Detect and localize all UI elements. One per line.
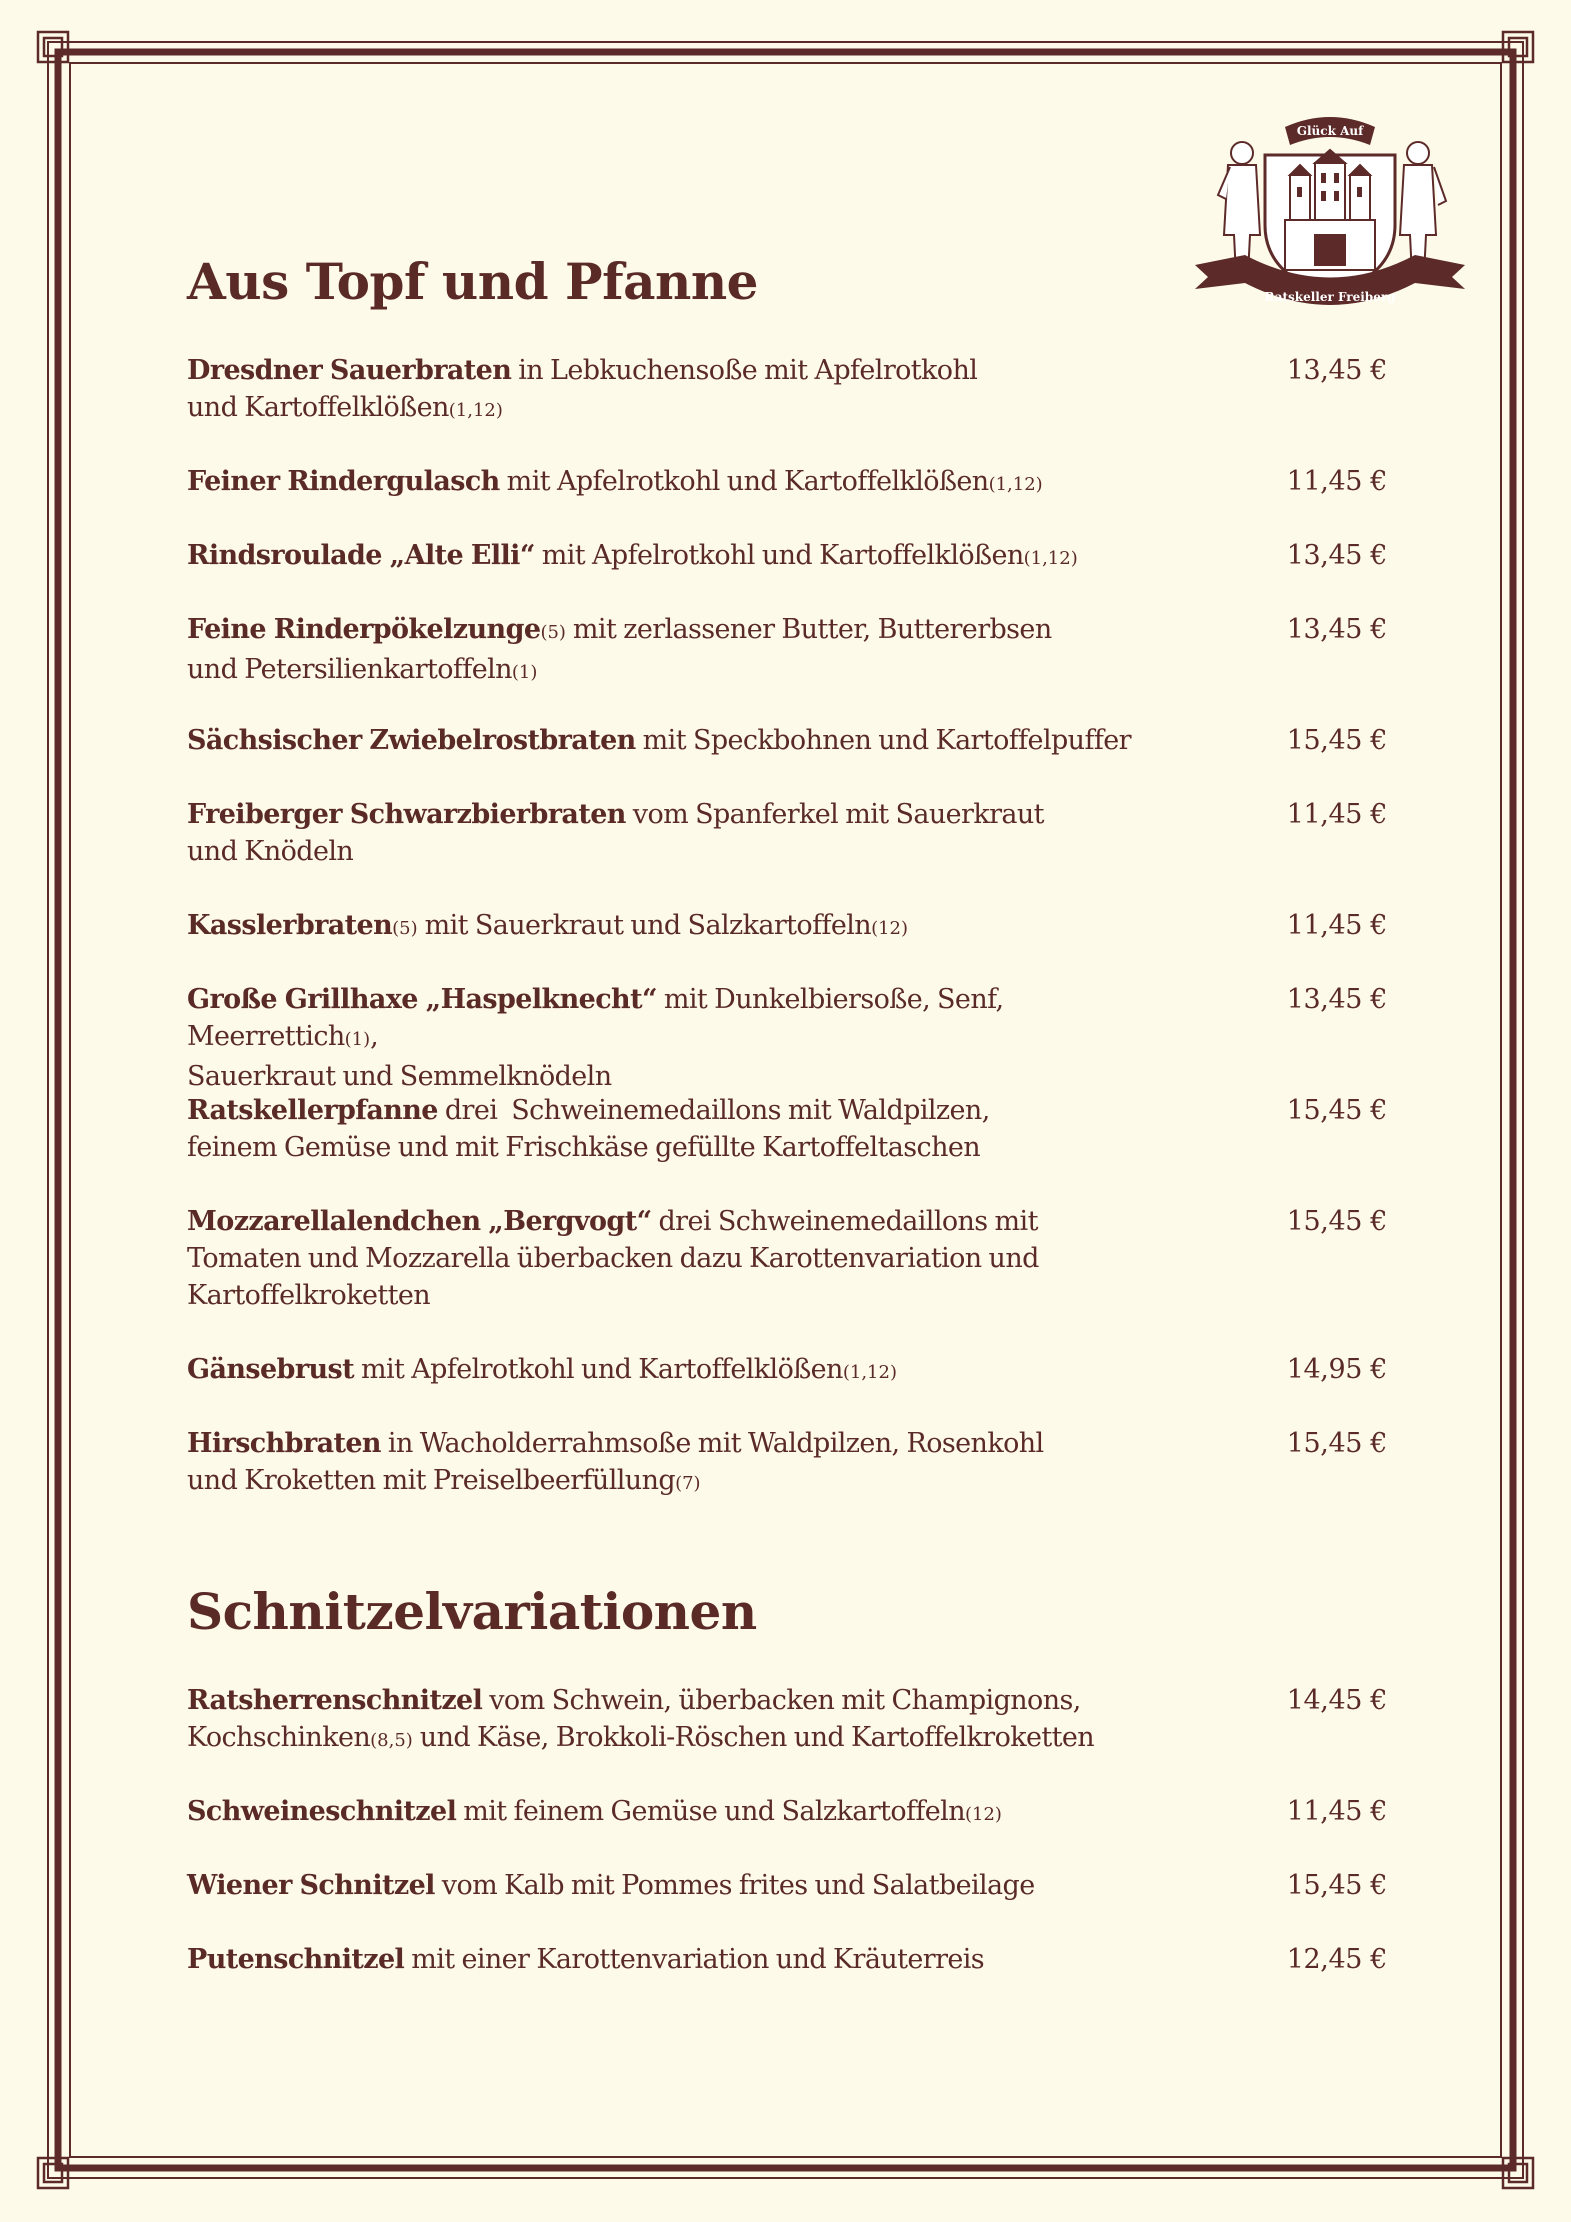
item-desc: mit Dunkelbiersoße, Senf, Meerrettich [187, 984, 1004, 1052]
logo-top-text: Glück Auf [1296, 124, 1364, 138]
item-desc-tail: , [370, 1021, 379, 1052]
item-desc: vom Schwein, überbacken mit Champignons, [482, 1685, 1081, 1716]
item-desc: mit zerlassener Butter, Buttererbsen [565, 614, 1052, 645]
item-price: 11,45 € [1286, 1796, 1387, 1827]
ratskeller-crest-logo [1190, 105, 1470, 330]
item-desc-line3: Kartoffelkroketten [187, 1280, 431, 1311]
item-price: 12,45 € [1286, 1944, 1387, 1975]
item-name: Ratskellerpfanne [187, 1095, 438, 1126]
item-description [187, 796, 1187, 870]
item-description [187, 722, 1187, 759]
allergen-note: (1,12) [1023, 548, 1078, 569]
menu-item-ratskellerpfanne [187, 1092, 1387, 1166]
menu-item-zwiebelrostbraten [187, 722, 1387, 759]
menu-item-grillhaxe [187, 981, 1387, 1095]
item-description [187, 1867, 1187, 1904]
item-name: Große Grillhaxe „Haspelknecht“ [187, 984, 657, 1015]
item-desc: mit einer Karottenvariation und Kräuterreis [404, 1944, 985, 1975]
menu-item-feiner-rindergulasch [187, 463, 1387, 503]
item-desc: vom Kalb mit Pommes frites und Salatbeilage [434, 1870, 1035, 1901]
item-description [187, 352, 1187, 429]
item-name: Wiener Schnitzel [187, 1870, 435, 1901]
logo-bottom-text: Ratskeller Freiberg [1264, 290, 1396, 304]
item-name: Feiner Rindergulasch [187, 466, 500, 497]
allergen-note: (5) [540, 622, 566, 643]
item-price: 13,45 € [1286, 984, 1387, 1015]
item-price: 13,45 € [1286, 614, 1387, 645]
menu-item-hirschbraten [187, 1425, 1387, 1502]
item-name: Gänsebrust [187, 1354, 354, 1385]
item-description [187, 1941, 1187, 1978]
item-price: 15,45 € [1286, 1095, 1387, 1126]
item-desc: drei Schweinemedaillons mit [651, 1206, 1038, 1237]
item-desc: mit feinem Gemüse und Salzkartoffeln [456, 1796, 965, 1827]
item-name: Ratsherrenschnitzel [187, 1685, 483, 1716]
menu-item-schweineschnitzel [187, 1793, 1387, 1833]
item-price: 14,95 € [1286, 1354, 1387, 1385]
item-desc: in Lebkuchensoße mit Apfelrotkohl [511, 355, 978, 386]
item-price: 15,45 € [1286, 1206, 1387, 1237]
allergen-note: (1) [344, 1029, 371, 1050]
item-desc-line2: Sauerkraut und Semmelknödeln [187, 1061, 612, 1092]
item-description [187, 1425, 1187, 1502]
item-price: 13,45 € [1286, 540, 1387, 571]
item-price: 14,45 € [1286, 1685, 1387, 1716]
item-price: 11,45 € [1286, 799, 1387, 830]
item-description [187, 611, 1187, 691]
menu-item-wiener-schnitzel [187, 1867, 1387, 1904]
item-desc: in Wacholderrahmsoße mit Waldpilzen, Rosenkohl [380, 1428, 1044, 1459]
item-desc-line2: und Kartoffelklößen [187, 392, 449, 423]
item-name: Putenschnitzel [187, 1944, 405, 1975]
item-description [187, 1682, 1187, 1759]
item-desc: mit Sauerkraut und Salzkartoffeln [417, 910, 872, 941]
item-desc-line2: Kochschinken [187, 1722, 371, 1753]
menu-item-putenschnitzel [187, 1941, 1387, 1978]
allergen-note: (8,5) [370, 1730, 413, 1751]
menu-item-gaensebrust [187, 1351, 1387, 1391]
menu-item-rindsroulade [187, 537, 1387, 577]
item-desc-line2: Tomaten und Mozzarella überbacken dazu Karottenvariation und [187, 1243, 1039, 1274]
allergen-note: (1,12) [842, 1362, 897, 1383]
item-description [187, 1793, 1187, 1833]
item-desc-line2: und Kroketten mit Preiselbeerfüllung [187, 1465, 676, 1496]
item-desc: mit Apfelrotkohl und Kartoffelklößen [353, 1354, 843, 1385]
item-description [187, 1203, 1187, 1314]
item-name: Feine Rinderpökelzunge [187, 614, 541, 645]
item-desc-line2: und Knödeln [187, 836, 354, 867]
item-description [187, 981, 1187, 1095]
menu-item-schwarzbierbraten [187, 796, 1387, 870]
item-desc-line2: und Petersilienkartoffeln [187, 654, 512, 685]
item-name: Kasslerbraten [187, 910, 393, 941]
section-title-topf-pfanne: Aus Topf und Pfanne [187, 252, 758, 311]
item-desc-line2-tail: und Käse, Brokkoli-Röschen und Kartoffelkroketten [412, 1722, 1095, 1753]
menu-item-mozzarellalendchen [187, 1203, 1387, 1314]
item-description [187, 463, 1187, 503]
item-price: 11,45 € [1286, 466, 1387, 497]
item-name: Freiberger Schwarzbierbraten [187, 799, 626, 830]
item-price: 15,45 € [1286, 1428, 1387, 1459]
item-price: 13,45 € [1286, 355, 1387, 386]
item-price: 15,45 € [1286, 725, 1387, 756]
allergen-note: (1,12) [988, 474, 1043, 495]
allergen-note: (1) [511, 662, 538, 683]
menu-item-kasslerbraten [187, 907, 1387, 947]
item-description [187, 1092, 1187, 1166]
allergen-note: (12) [871, 918, 909, 939]
item-name: Mozzarellalendchen „Bergvogt“ [187, 1206, 652, 1237]
item-desc: mit Apfelrotkohl und Kartoffelklößen [534, 540, 1024, 571]
item-desc: drei Schweinemedaillons mit Waldpilzen, [437, 1095, 990, 1126]
item-description [187, 907, 1187, 947]
item-price: 15,45 € [1286, 1870, 1387, 1901]
item-desc: mit Speckbohnen und Kartoffelpuffer [635, 725, 1131, 756]
item-description [187, 1351, 1187, 1391]
item-desc: vom Spanferkel mit Sauerkraut [625, 799, 1044, 830]
item-name: Sächsischer Zwiebelrostbraten [187, 725, 636, 756]
allergen-note: (5) [392, 918, 418, 939]
allergen-note: (12) [965, 1804, 1002, 1825]
section-title-schnitzelvariationen: Schnitzelvariationen [187, 1582, 757, 1641]
item-price: 11,45 € [1286, 910, 1387, 941]
item-desc: mit Apfelrotkohl und Kartoffelklößen [499, 466, 989, 497]
item-desc-line2: feinem Gemüse und mit Frischkäse gefüllte Kartoffeltaschen [187, 1132, 981, 1163]
item-name: Schweineschnitzel [187, 1796, 457, 1827]
menu-item-dresdner-sauerbraten [187, 352, 1387, 429]
allergen-note: (7) [675, 1473, 701, 1494]
allergen-note: (1,12) [448, 400, 503, 421]
item-name: Rindsroulade „Alte Elli“ [187, 540, 535, 571]
menu-item-rinderpoekelzunge [187, 611, 1387, 691]
item-description [187, 537, 1187, 577]
item-name: Dresdner Sauerbraten [187, 355, 512, 386]
item-name: Hirschbraten [187, 1428, 381, 1459]
menu-item-ratsherrenschnitzel [187, 1682, 1387, 1759]
